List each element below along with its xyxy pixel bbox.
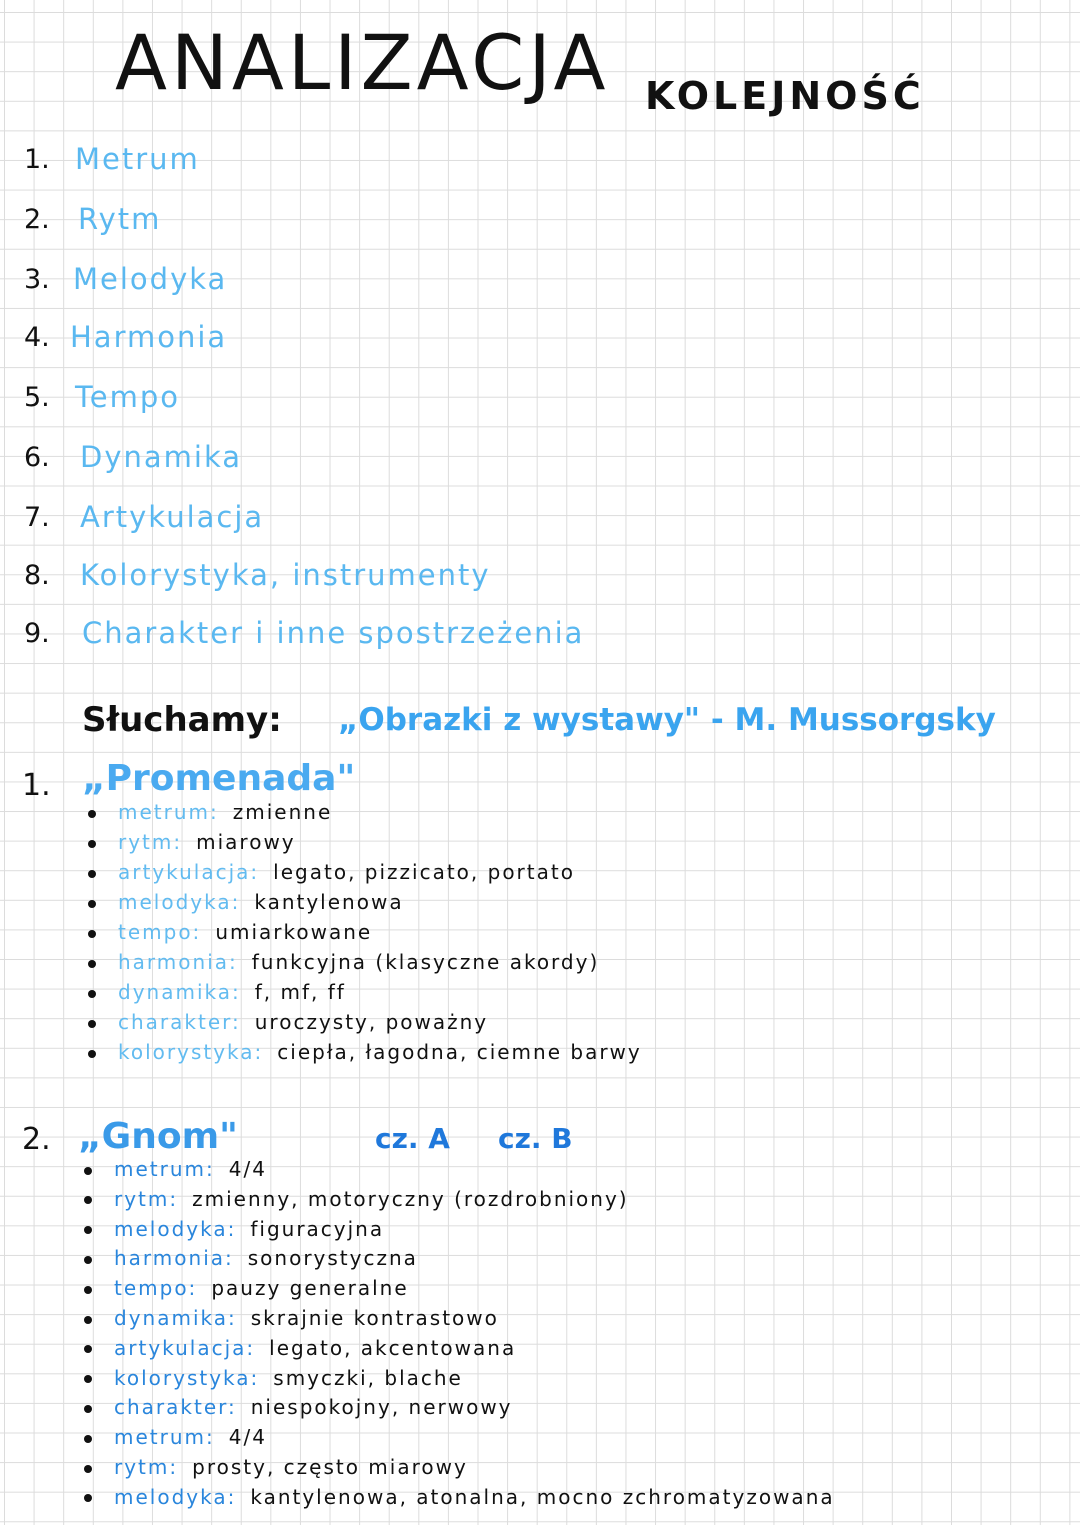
detail-row (88, 1010, 488, 1034)
detail-label: metrum: (114, 1157, 215, 1181)
detail-value: f, mf, ff (254, 980, 346, 1004)
order-number: 4. (24, 322, 50, 353)
detail-label: charakter: (114, 1395, 237, 1420)
detail-row (88, 920, 372, 944)
bullet-icon (84, 1345, 92, 1353)
bullet-icon (84, 1226, 92, 1234)
bullet-icon (84, 1316, 92, 1324)
bullet-icon (88, 990, 96, 998)
detail-label: metrum: (118, 800, 219, 824)
detail-value: smyczki, blache (273, 1365, 463, 1390)
detail-label: tempo: (118, 920, 202, 944)
detail-label: dynamika: (118, 980, 241, 1004)
detail-row (84, 1336, 516, 1360)
detail-row (84, 1425, 267, 1449)
detail-value: 4/4 (228, 1425, 267, 1450)
piece-number: 2. (22, 1122, 51, 1157)
page-subtitle: KOLEJNOŚĆ (645, 74, 925, 118)
detail-row (88, 1040, 642, 1064)
detail-row (84, 1217, 384, 1241)
detail-value: legato, akcentowana (269, 1335, 517, 1360)
detail-row (88, 950, 599, 974)
bullet-icon (88, 810, 96, 818)
detail-row (88, 860, 575, 884)
detail-value: kantylenowa (254, 890, 404, 914)
detail-row (84, 1157, 267, 1181)
detail-value: zmienny, motoryczny (rozdrobniony) (192, 1186, 629, 1211)
order-item: Tempo (75, 380, 181, 414)
bullet-icon (84, 1286, 92, 1294)
detail-label: harmonia: (114, 1246, 234, 1271)
bullet-icon (88, 1020, 96, 1028)
listening-work: „Obrazki z wystawy" - M. Mussorgsky (338, 702, 996, 738)
bullet-icon (88, 840, 96, 848)
detail-row (88, 890, 404, 914)
detail-value: prosty, często miarowy (192, 1455, 468, 1479)
detail-value: miarowy (196, 830, 296, 854)
piece-number: 1. (22, 768, 51, 803)
detail-label: rytm: (114, 1455, 179, 1479)
detail-value: legato, pizzicato, portato (273, 860, 575, 884)
detail-value: figuracyjna (250, 1216, 385, 1241)
bullet-icon (84, 1494, 92, 1502)
part-b-label: cz. B (498, 1122, 573, 1155)
detail-value: umiarkowane (215, 920, 373, 944)
order-item: Charakter i inne spostrzeżenia (82, 616, 585, 650)
detail-row (88, 980, 346, 1004)
detail-label: artykulacja: (114, 1335, 256, 1360)
bullet-icon (84, 1256, 92, 1264)
bullet-icon (84, 1405, 92, 1413)
detail-label: dynamika: (114, 1306, 237, 1330)
detail-value: funkcyjna (klasyczne akordy) (251, 950, 600, 974)
part-a-label: cz. A (375, 1122, 450, 1155)
order-item: Artykulacja (80, 500, 265, 534)
detail-row (84, 1395, 513, 1419)
detail-value: zmienne (232, 800, 333, 824)
detail-label: kolorystyka: (114, 1365, 260, 1390)
detail-value: 4/4 (228, 1157, 267, 1181)
order-number: 7. (24, 502, 50, 533)
listening-label: Słuchamy: (82, 700, 282, 740)
detail-row (88, 800, 332, 824)
bullet-icon (84, 1375, 92, 1383)
bullet-icon (88, 900, 96, 908)
order-number: 1. (24, 144, 50, 175)
detail-value: skrajnie kontrastowo (250, 1306, 499, 1330)
piece-title: „Promenada" (82, 758, 356, 799)
detail-label: melodyka: (114, 1216, 237, 1241)
detail-row (88, 830, 296, 854)
bullet-icon (88, 870, 96, 878)
detail-label: rytm: (118, 830, 183, 854)
detail-label: harmonia: (118, 950, 238, 974)
bullet-icon (84, 1435, 92, 1443)
detail-label: metrum: (114, 1425, 215, 1450)
detail-row (84, 1246, 418, 1270)
order-number: 2. (24, 204, 50, 235)
bullet-icon (88, 1050, 96, 1058)
detail-label: artykulacja: (118, 860, 260, 884)
order-item: Dynamika (80, 440, 243, 474)
order-item: Kolorystyka, instrumenty (80, 558, 491, 592)
order-number: 8. (24, 560, 50, 591)
detail-row (84, 1485, 835, 1509)
detail-row (84, 1306, 499, 1330)
detail-label: charakter: (118, 1010, 241, 1034)
piece-title: „Gnom" (78, 1116, 238, 1157)
detail-row (84, 1455, 468, 1479)
order-item: Melodyka (73, 262, 228, 296)
detail-label: melodyka: (114, 1484, 237, 1509)
detail-label: tempo: (114, 1276, 198, 1301)
detail-label: rytm: (114, 1186, 179, 1211)
detail-value: kantylenowa, atonalna, mocno zchromatyzowana (250, 1484, 835, 1509)
detail-row (84, 1366, 463, 1390)
order-item: Harmonia (70, 320, 228, 354)
detail-value: niespokojny, nerwowy (250, 1395, 513, 1420)
detail-row (84, 1187, 629, 1211)
detail-label: melodyka: (118, 890, 241, 914)
order-number: 9. (24, 618, 50, 649)
bullet-icon (84, 1196, 92, 1204)
order-number: 6. (24, 442, 50, 473)
bullet-icon (84, 1167, 92, 1175)
order-item: Metrum (75, 142, 200, 176)
detail-value: sonorystyczna (247, 1246, 418, 1271)
detail-value: ciepła, łagodna, ciemne barwy (277, 1040, 642, 1064)
bullet-icon (84, 1465, 92, 1473)
detail-row (84, 1276, 409, 1300)
bullet-icon (88, 930, 96, 938)
order-item: Rytm (78, 202, 162, 236)
bullet-icon (88, 960, 96, 968)
detail-label: kolorystyka: (118, 1040, 264, 1064)
order-number: 5. (24, 382, 50, 413)
detail-value: uroczysty, poważny (254, 1010, 489, 1034)
detail-value: pauzy generalne (211, 1276, 409, 1301)
page-title: ANALIZACJA (115, 18, 610, 107)
order-number: 3. (24, 264, 50, 295)
